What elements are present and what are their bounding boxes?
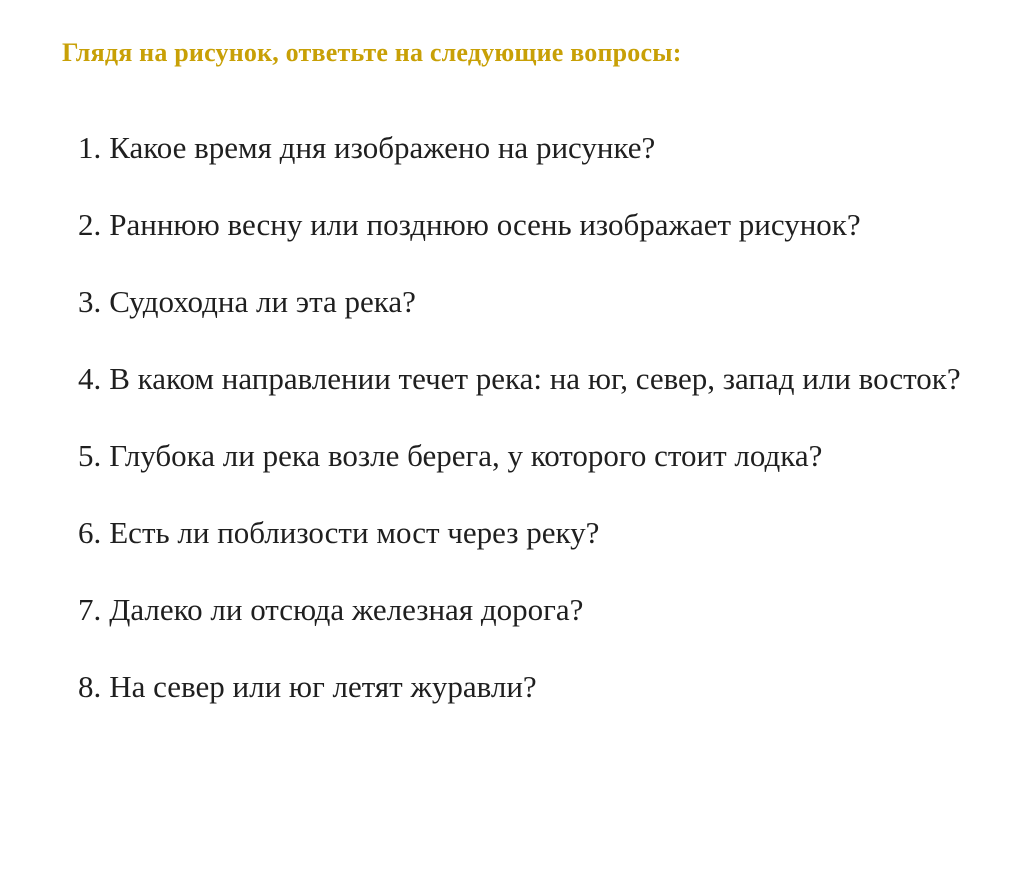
question-item [78, 436, 961, 513]
question-item [78, 513, 961, 590]
question-item [78, 667, 961, 744]
question-text: Раннюю весну или позднюю осень изображает рисунок? [109, 207, 861, 242]
question-number: 7. [78, 592, 102, 627]
question-number: 8. [78, 669, 102, 704]
question-number: 5. [78, 438, 102, 473]
question-text: Глубока ли река возле берега, у которого стоит лодка? [109, 438, 823, 473]
question-item [78, 359, 961, 436]
question-item [78, 205, 961, 282]
question-item [78, 590, 961, 667]
question-number: 1. [78, 130, 102, 165]
question-text: На север или юг летят журавли? [109, 669, 537, 704]
question-number: 2. [78, 207, 102, 242]
question-number: 6. [78, 515, 102, 550]
question-text: Есть ли поблизости мост через реку? [109, 515, 600, 550]
question-number: 3. [78, 284, 102, 319]
question-text: Далеко ли отсюда железная дорога? [109, 592, 584, 627]
question-list [78, 128, 961, 744]
question-item [78, 282, 961, 359]
question-text: Судоходна ли эта река? [109, 284, 416, 319]
question-text: В каком направлении течет река: на юг, север, запад или восток? [109, 361, 961, 396]
question-number: 4. [78, 361, 102, 396]
question-item [78, 128, 961, 205]
page-heading: Глядя на рисунок, ответьте на следующие вопросы: [62, 38, 682, 67]
question-text: Какое время дня изображено на рисунке? [109, 130, 656, 165]
